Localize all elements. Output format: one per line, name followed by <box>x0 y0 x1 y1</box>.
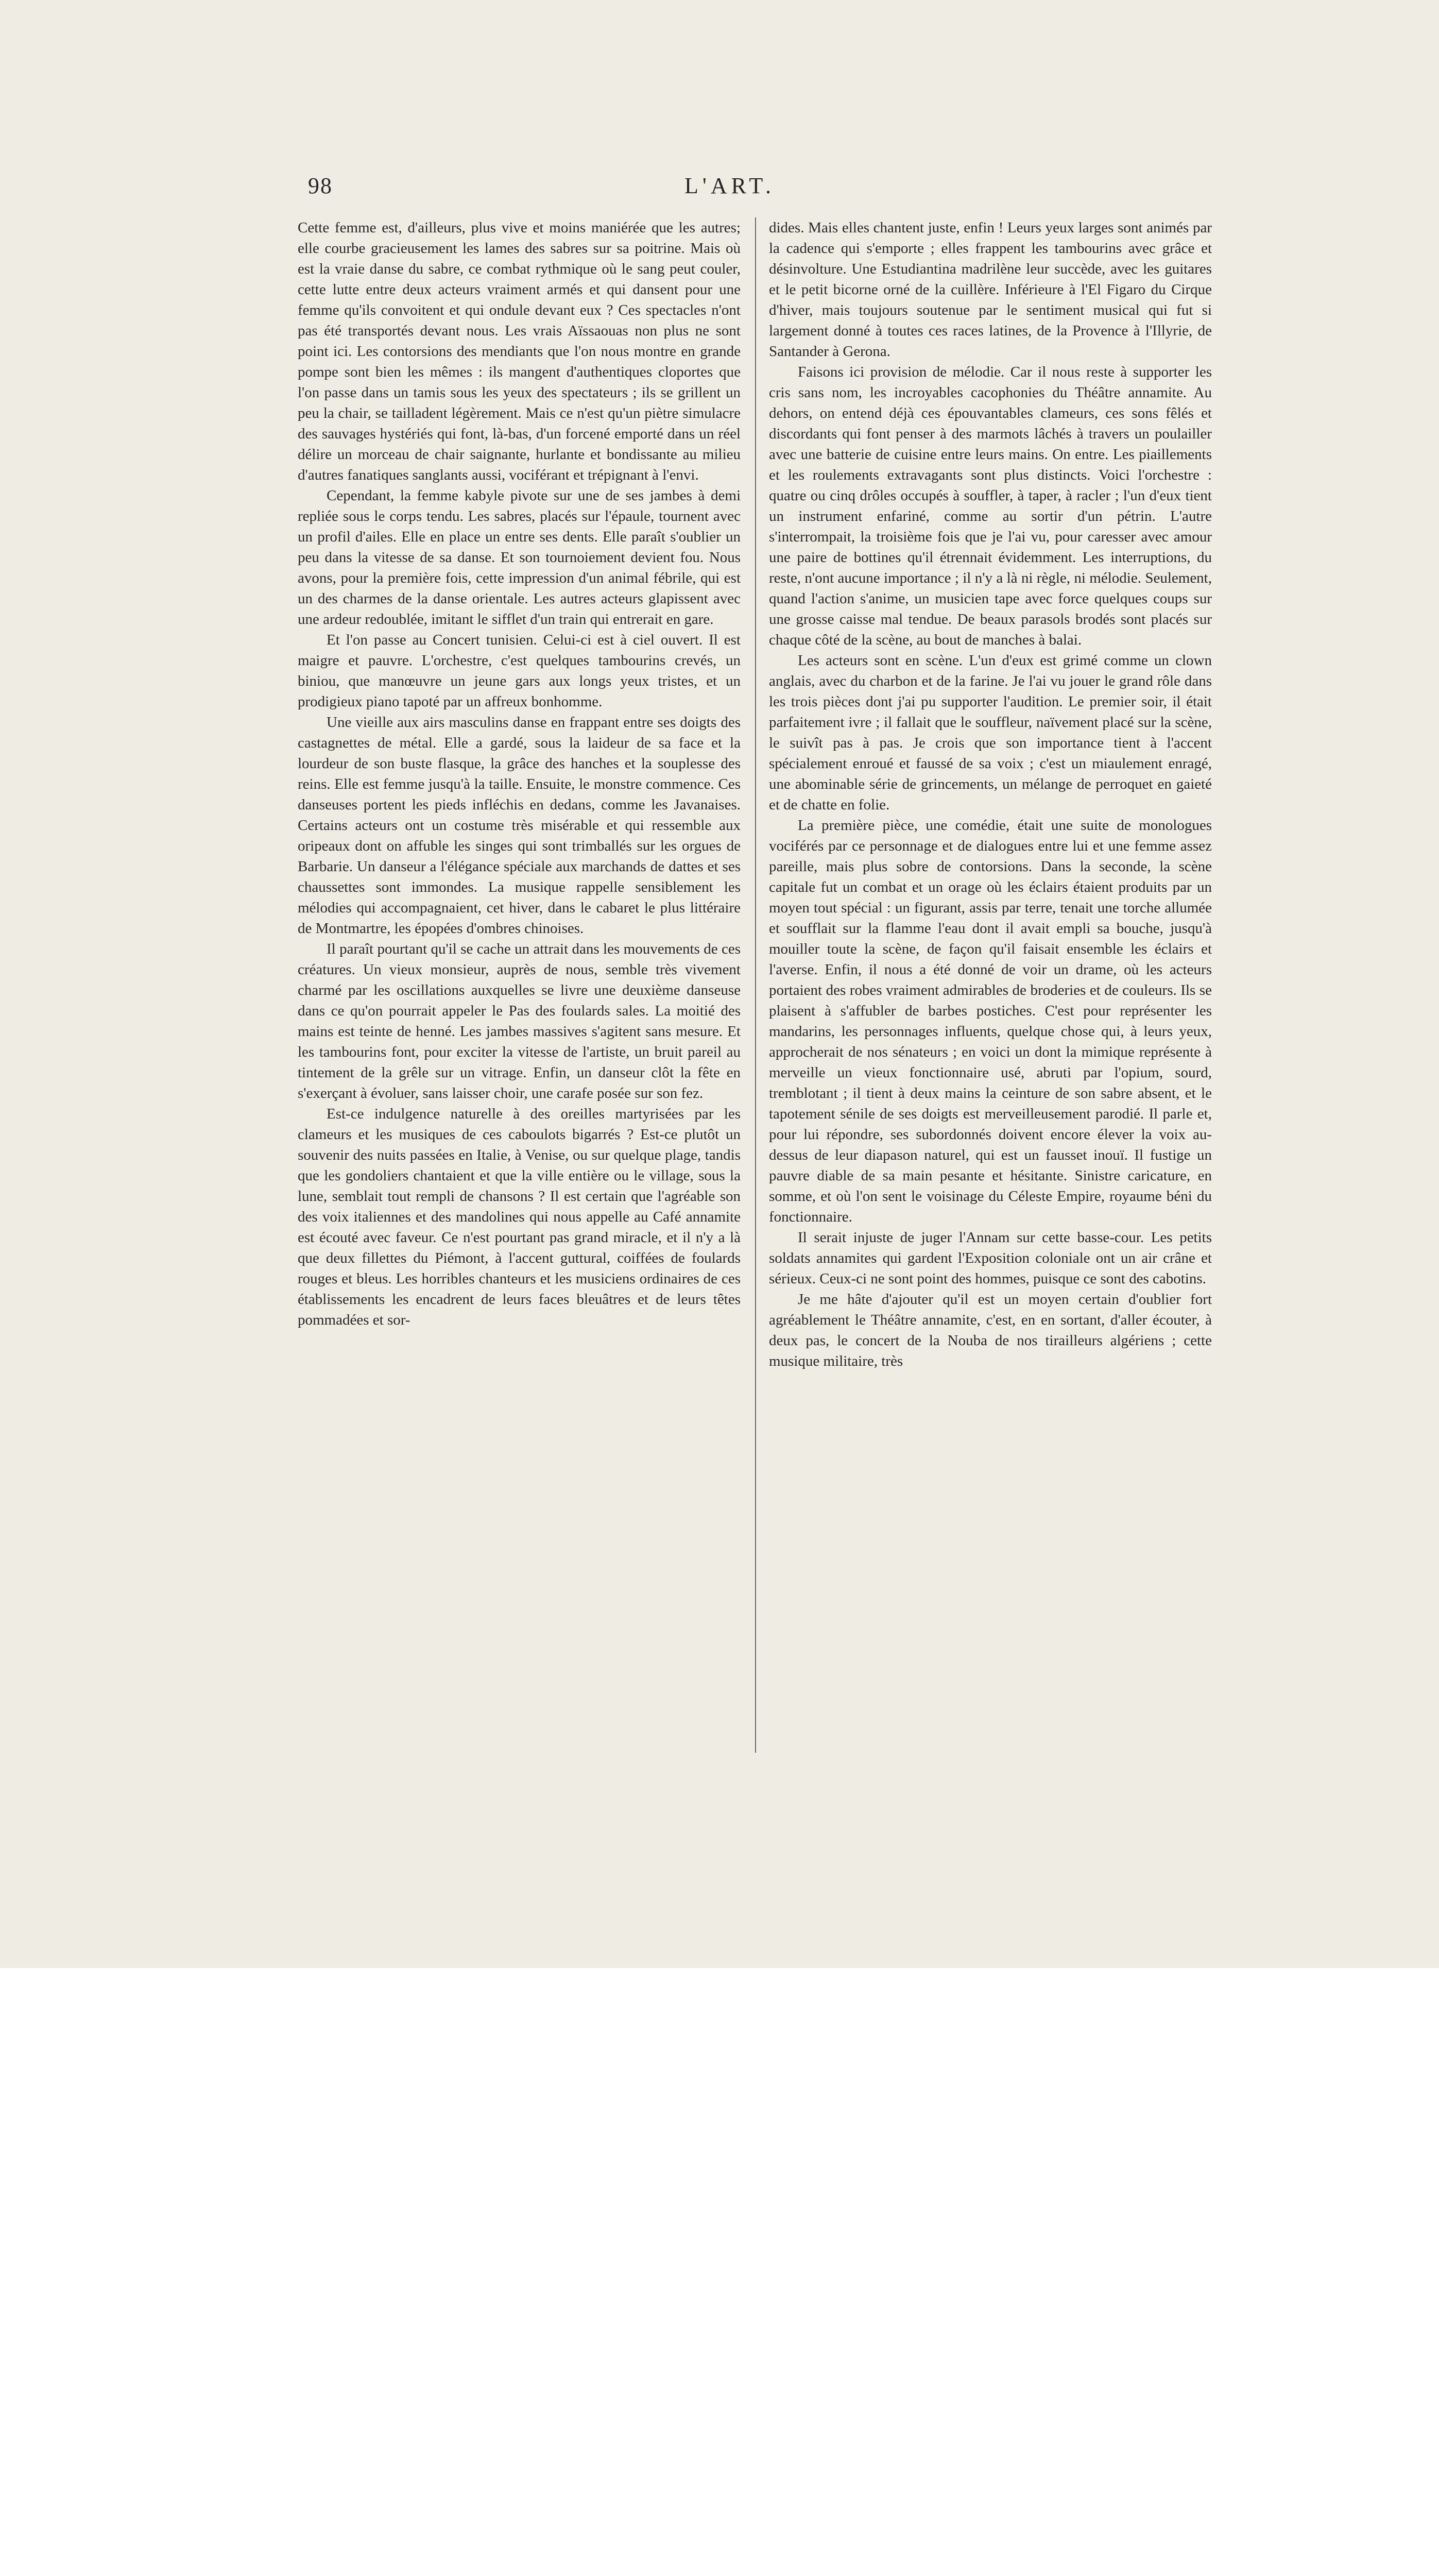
column-divider <box>755 217 756 1753</box>
paragraph: Il paraît pourtant qu'il se cache un attrait dans les mouvements de ces créatures. Un vieux monsieur, auprès de nous, semble très vivement charmé par les oscillations auxquelles se livre une deuxième danseuse dans ce qu'on pourrait appeler le Pas des foulards sales. La moitié des mains est teinte de henné. Les jambes massives s'agitent sans mesure. Et les tambourins font, pour exciter la vitesse de l'artiste, un bruit pareil au tintement de la grêle sur un vitrage. Enfin, un danseur clôt la fête en s'exerçant à évoluer, sans laisser choir, une carafe posée sur son fez. <box>298 941 741 1101</box>
paragraph: Est-ce indulgence naturelle à des oreilles martyrisées par les clameurs et les musiques de ces caboulots bigarrés ? Est-ce plutôt un souvenir des nuits passées en Italie, à Venise, ou sur quelque plage, tandis que les gondoliers chantaient et que la ville entière ou le village, sous la lune, semblait tout rempli de chansons ? Il est certain que l'agréable son des voix italiennes et des mandolines qui nous appelle au Café annamite est écouté avec faveur. Ce n'est pourtant pas grand miracle, et il n'y a là que deux fillettes du Piémont, à l'accent guttural, coiffées de foulards rouges et bleus. Les horribles chanteurs et les musiciens ordinaires de ces établissements les encadrent de leurs faces bleuâtres et de leurs têtes pommadées et sor- <box>298 1106 741 1328</box>
paragraph: Une vieille aux airs masculins danse en frappant entre ses doigts des castagnettes de métal. Elle a gardé, sous la laideur de sa face et la lourdeur de son buste flasque, la grâce des hanches et la souplesse des reins. Elle est femme jusqu'à la taille. Ensuite, le monstre commence. Ces danseuses portent les pieds infléchis en dedans, comme les Javanaises. Certains acteurs ont un costume très misérable et qui ressemble aux oripeaux dont on affuble les singes qui sont trimballés sur les orgues de Barbarie. Un danseur a l'élégance spéciale aux marchands de dattes et ses chaussettes sont immondes. La musique rappelle sensiblement les mélodies qui accompagnaient, cet hiver, dans le cabaret le plus littéraire de Montmartre, les épopées d'ombres chinoises. <box>298 714 741 937</box>
paragraph: Faisons ici provision de mélodie. Car il nous reste à supporter les cris sans nom, les incroyables cacophonies du Théâtre annamite. Au dehors, on entend déjà ces épouvantables clameurs, ces sons fêlés et discordants qui font penser à des marmots lâchés à travers un poulailler avec une batterie de cuisine entre leurs mains. On entre. Les piaillements et les roulements extravagants sont plus distincts. Voici l'orchestre : quatre ou cinq drôles occupés à souffler, à taper, à racler ; l'un d'eux tient un instrument enfariné, comme au sortir d'un pétrin. L'autre s'interrompait, la troisième fois que je l'ai vu, pour caresser avec amour une paire de bottines qu'il étrennait évidemment. Les interruptions, du reste, n'ont aucune importance ; il n'y a là ni règle, ni mélodie. Seulement, quand l'action s'anime, un musicien tape avec force quelques coups sur une grosse caisse mal tendue. De beaux parasols brodés sont placés sur chaque côté de la scène, au bout de manches à balai. <box>769 364 1212 648</box>
page-number: 98 <box>308 173 333 198</box>
paragraph: Cette femme est, d'ailleurs, plus vive et moins maniérée que les autres; elle courbe gracieusement les lames des sabres sur sa poitrine. Mais où est la vraie danse du sabre, ce combat rythmique où le sang peut couler, cette lutte entre deux acteurs vraiment armés et qui dansent pour une femme qu'ils convoitent et qui ondule devant eux ? Ces spectacles n'ont pas été transportés devant nous. Les vrais Aïssaouas non plus ne sont point ici. Les contorsions des mendiants que l'on nous montre en grande pompe sont bien les mêmes : ils mangent d'authentiques cloportes que l'on passe dans un tamis sous les yeux des spectateurs ; ils se grillent un peu la chair, se tailladent légèrement. Mais ce n'est qu'un piètre simulacre des sauvages hystériés qui font, là-bas, d'un forcené emporté dans un réel délire un morceau de chair saignante, hurlante et bondissante au milieu d'autres fanatiques sanglants aussi, vociférant et trépignant à l'envi. <box>298 219 741 483</box>
running-title: L'ART. <box>684 173 775 198</box>
paragraph: Il serait injuste de juger l'Annam sur cette basse-cour. Les petits soldats annamites qui gardent l'Exposition coloniale ont un air crâne et sérieux. Ceux-ci ne sont point des hommes, puisque ce sont des cabotins. <box>769 1229 1212 1287</box>
paragraph: dides. Mais elles chantent juste, enfin ! Leurs yeux larges sont animés par la cadence qui s'emporte ; elles frappent les tambourins avec grâce et désinvolture. Une Estudiantina madrilène leur succède, avec les guitares et le petit bicorne orné de la cuillère. Inférieure à l'El Figaro du Cirque d'hiver, mais toujours soutenue par le sentiment musical qui fut si largement donné à toutes ces races latines, de la Provence à l'Illyrie, de Santander à Gerona. <box>769 219 1212 360</box>
digitization-footer <box>0 1968 1439 2138</box>
paragraph: Et l'on passe au Concert tunisien. Celui-ci est à ciel ouvert. Il est maigre et pauvre. L'orchestre, c'est quelques tambourins crevés, un biniou, que manœuvre un jeune gars aux longs yeux tristes, et un prodigieux piano tapoté par un affreux bonhomme. <box>298 632 741 710</box>
right-column <box>769 217 1212 1371</box>
left-column <box>298 217 741 1330</box>
paragraph: La première pièce, une comédie, était une suite de monologues vociférés par ce personnage et de dialogues entre lui et une femme assez pareille, mais plus sobre de contorsions. Dans la seconde, la scène capitale fut un combat et un orage où les éclairs étaient produits par un moyen tout spécial : un figurant, assis par terre, tenait une torche allumée et soufflait sur la flamme l'eau dont il avait empli sa bouche, jusqu'à mouiller toute la scène, de façon qu'il faisait ensemble les éclairs et l'averse. Enfin, il nous a été donné de voir un drame, où les acteurs portaient des robes vraiment admirables de broderies et de couleurs. Ils se plaisent à s'affubler de barbes postiches. C'est pour représenter les mandarins, les personnages influents, quelque chose qui, à leurs yeux, approcherait de nos sénateurs ; en voici un dont la mimique représente à merveille un vieux fonctionnaire usé, abruti par l'opium, sourd, tremblotant ; il tient à deux mains la ceinture de son sabre absent, et le tapotement sénile de ses doigts est merveilleusement parodié. Il parle et, pour lui répondre, ses subordonnés doivent encore élever la voix au-dessus de leur diapason naturel, qui est un fausset inouï. Il fustige un pauvre diable de sa main pesante et hésitante. Sinistre caricature, en somme, et où l'on sent le voisinage du Céleste Empire, royaume béni du fonctionnaire. <box>769 817 1212 1225</box>
paragraph: Je me hâte d'ajouter qu'il est un moyen certain d'oublier fort agréablement le Théâtre annamite, c'est, en en sortant, d'aller écouter, à deux pas, le concert de la Nouba de nos tirailleurs algériens ; cette musique militaire, très <box>769 1291 1212 1369</box>
paragraph: Les acteurs sont en scène. L'un d'eux est grimé comme un clown anglais, avec du charbon et de la farine. Je l'ai vu jouer le grand rôle dans les trois pièces dont j'ai pu supporter l'audition. Le premier soir, il était parfaitement ivre ; il fallait que le souffleur, naïvement placé sur la scène, le suivît pas à pas. Je crois que son importance tient à l'accent spécialement enroué et faussé de sa voix ; c'est un miaulement enragé, une abominable série de grincements, un mélange de perroquet en gaieté et de chatte en folie. <box>769 652 1212 813</box>
paragraph: Cependant, la femme kabyle pivote sur une de ses jambes à demi repliée sous le corps tendu. Les sabres, placés sur l'épaule, tournent avec un profil d'ailes. Elle en place un entre ses dents. Elle paraît s'oublier un peu dans la vitesse de sa danse. Et son tournoiement devient fou. Nous avons, pour la première fois, cette impression d'un animal fébrile, qui est un des charmes de la danse orientale. Les autres acteurs glapissent avec une ardeur redoublée, imitant le sifflet d'un train qui entrerait en gare. <box>298 487 741 628</box>
